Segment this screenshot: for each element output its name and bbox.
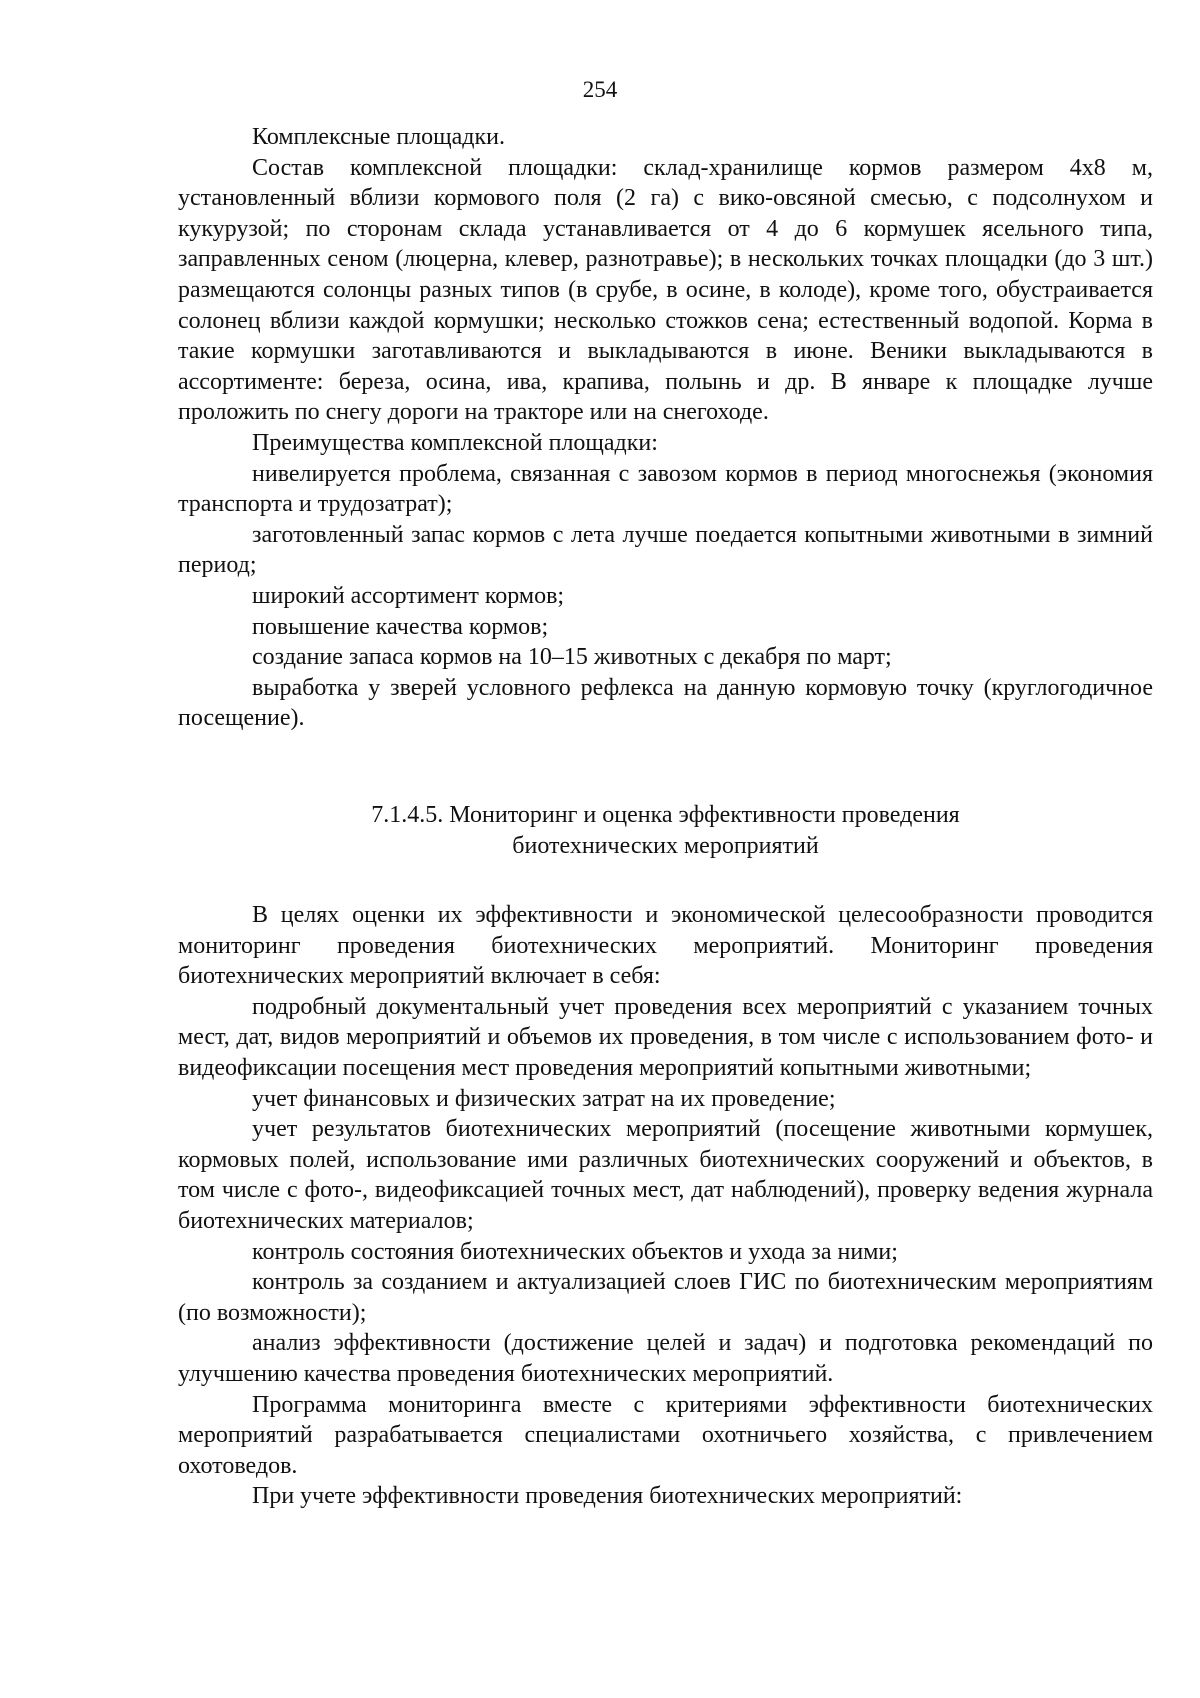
list-item: подробный документальный учет проведения всех мероприятий с указанием точных мест, дат, видов мероприятий и объемов их проведения, в том числе с использованием фото- и видеофиксации посещения мест проведения мероприятий копытными животными; <box>178 993 1153 1081</box>
list-item: повышение качества кормов; <box>252 613 549 640</box>
paragraph: Программа мониторинга вместе с критериями эффективности биотехнических мероприятий разрабатывается специалистами охотничьего хозяйства, с привлечением охотоведов. <box>178 1391 1153 1479</box>
section-heading <box>178 800 1153 862</box>
list-item: широкий ассортимент кормов; <box>252 582 565 609</box>
section-complex-sites <box>178 122 1153 734</box>
list-item: создание запаса кормов на 10–15 животных с декабря по март; <box>252 644 892 671</box>
paragraph: Преимущества комплексной площадки: <box>252 429 658 456</box>
paragraph: При учете эффективности проведения биотехнических мероприятий: <box>252 1483 963 1510</box>
list-item: учет результатов биотехнических мероприятий (посещение животными кормушек, кормовых полей, использование ими различных биотехнических сооружений и объектов, в том числе с фото-, видеофиксацией точных мест, дат наблюдений), проверку ведения журнала биотехнических материалов; <box>178 1116 1153 1234</box>
list-item: заготовленный запас кормов с лета лучше поедается копытными животными в зимний период; <box>178 521 1153 579</box>
list-item: выработка у зверей условного рефлекса на данную кормовую точку (круглогодичное посещение). <box>178 674 1153 732</box>
page-number: 254 <box>582 77 618 102</box>
list-item: нивелируется проблема, связанная с завозом кормов в период многоснежья (экономия транспорта и трудозатрат); <box>178 460 1153 518</box>
list-item: анализ эффективности (достижение целей и задач) и подготовка рекомендаций по улучшению качества проведения биотехнических мероприятий. <box>178 1330 1153 1387</box>
section-heading-line-2: биотехнических мероприятий <box>512 833 819 859</box>
paragraph: Комплексные площадки. <box>252 124 506 150</box>
list-item: контроль состояния биотехнических объектов и ухода за ними; <box>252 1238 898 1265</box>
paragraph: В целях оценки их эффективности и экономической целесообразности проводится мониторинг проведения биотехнических мероприятий. Мониторинг проведения биотехнических мероприятий включает в себя: <box>178 902 1153 990</box>
section-monitoring <box>178 900 1153 1512</box>
paragraph: Состав комплексной площадки: склад-хранилище кормов размером 4х8 м, установленный вблизи кормового поля (2 га) с вико-овсяной смесью, с подсолнухом и кукурузой; по сторонам склада устанавливается от 4 до 6 кормушек ясельного типа, заправленных сеном (люцерна, клевер, разнотравье); в нескольких точках площадки (до 3 шт.) размещаются солонцы разных типов (в срубе, в осине, в колоде), кроме того, обустраивается солонец вблизи каждой кормушки; несколько стожков сена; естественный водопой. Корма в такие кормушки заготавливаются и выкладываются в июне. Веники выкладываются в ассортименте: береза, осина, ива, крапива, полынь и др. В январе к площадке лучше проложить по снегу дороги на тракторе или на снегоходе. <box>178 154 1153 426</box>
section-heading-line-1: 7.1.4.5. Мониторинг и оценка эффективности проведения <box>371 802 960 828</box>
list-item: контроль за созданием и актуализацией слоев ГИС по биотехническим мероприятиям (по возможности); <box>178 1269 1153 1326</box>
list-item: учет финансовых и физических затрат на их проведение; <box>252 1085 836 1112</box>
